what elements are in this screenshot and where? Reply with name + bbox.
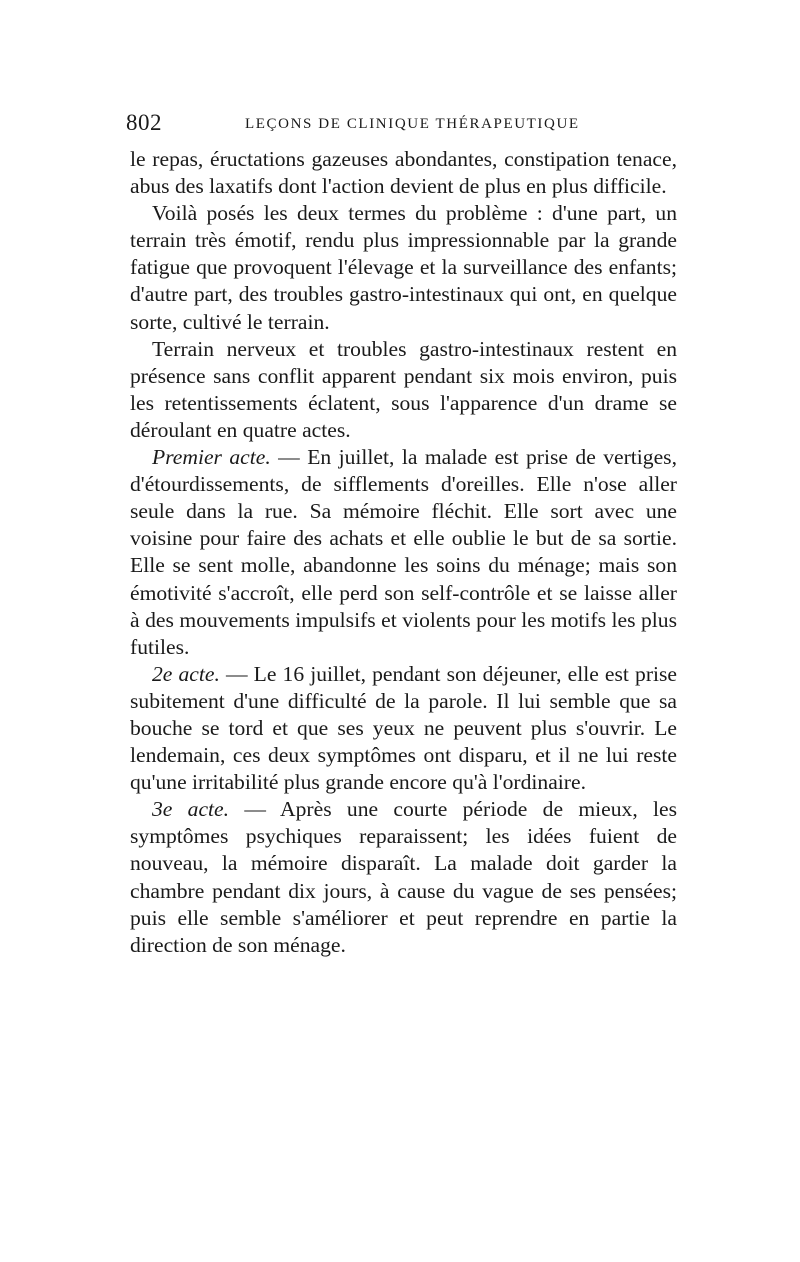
act-label: 2e acte. — [152, 661, 220, 686]
page-number: 802 — [126, 110, 162, 135]
paragraph-text: Terrain nerveux et troubles gastro-intestinaux restent en présence sans conflit apparent pendant six mois environ, puis les retentissements éclatent, sous l'apparence d'un drame se déroulant en quatre actes. — [130, 336, 677, 442]
paragraph-text: — Le 16 juillet, pendant son déjeuner, elle est prise subitement d'une difficulté de la parole. Il lui semble que sa bouche se tord et que ses yeux ne peuvent plus s'ouvrir. Le lendemain, ces deux symptômes ont disparu, et il ne lui reste qu'une irritabilité plus grande encore qu'à l'ordinaire. — [130, 661, 677, 795]
paragraph-text: — En juillet, la malade est prise de vertiges, d'étourdissements, de sifflements d'oreilles. Elle n'ose aller seule dans la rue. Sa mémoire fléchit. Elle sort avec une voisine pour faire des achats et elle oublie le but de sa sortie. Elle se sent molle, abandonne les soins du ménage; mais son émotivité s'accroît, elle perd son self-contrôle et se laisse aller à des mouvements impulsifs et violents pour les motifs les plus futiles. — [130, 445, 677, 659]
paragraph — [130, 146, 677, 200]
act-paragraph — [130, 444, 677, 661]
paragraph — [130, 200, 677, 335]
page-header — [126, 108, 677, 138]
paragraph-text: Voilà posés les deux termes du problème : d'une part, un terrain très émotif, rendu plus impressionnable par la grande fatigue que provoquent l'élevage et la surveillance des enfants; d'autre part, des troubles gastro-intestinaux qui ont, en quelque sorte, cultivé le terrain. — [130, 201, 677, 334]
paragraph-text: le repas, éructations gazeuses abondantes, constipation tenace, abus des laxatifs dont l'action devient de plus en plus difficile. — [130, 147, 677, 199]
act-label: Premier acte. — [152, 445, 271, 470]
book-page — [126, 108, 677, 959]
paragraph-text: — Après une courte période de mieux, les symptômes psychiques reparaissent; les idées fuient de nouveau, la mémoire disparaît. La malade doit garder la chambre pendant dix jours, à cause du vague de ses pensées; puis elle semble s'améliorer et peut reprendre en partie la direction de son ménage. — [130, 797, 677, 957]
body-text — [130, 146, 677, 959]
running-title: LEÇONS DE CLINIQUE THÉRAPEUTIQUE — [245, 116, 580, 132]
act-paragraph — [130, 796, 677, 959]
paragraph — [130, 336, 677, 444]
act-paragraph — [130, 661, 677, 796]
act-label: 3e acte. — [152, 797, 230, 822]
